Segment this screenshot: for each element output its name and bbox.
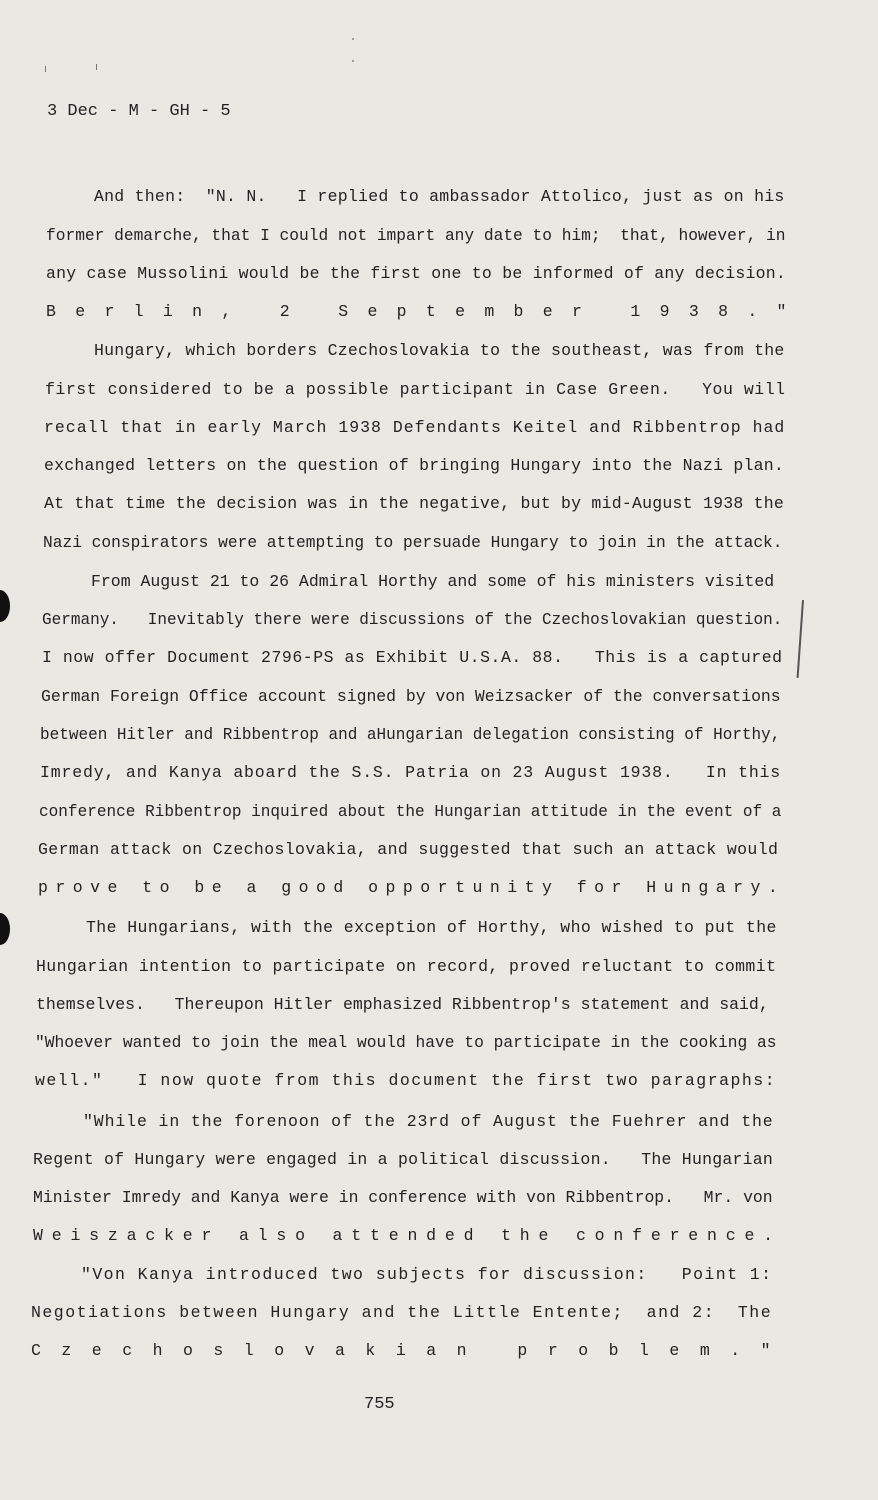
body-line: Imredy, and Kanya aboard the S.S. Patria on 23 August 1938. In this	[40, 763, 782, 782]
body-line: German attack on Czechoslovakia, and suggested that such an attack would	[38, 840, 779, 859]
body-line: The Hungarians, with the exception of Horthy, who wished to put the	[86, 918, 777, 937]
body-line: any case Mussolini would be the first one to be informed of any decision.	[46, 264, 787, 283]
body-line: former demarche, that I could not impart any date to him; that, however, in	[46, 226, 786, 245]
body-line: "Whoever wanted to join the meal would have to participate in the cooking as	[35, 1033, 777, 1052]
quoted-line: Minister Imredy and Kanya were in conference with von Ribbentrop. Mr. von	[33, 1188, 773, 1207]
quoted-line: Regent of Hungary were engaged in a political discussion. The Hungarian	[33, 1150, 774, 1169]
body-line: And then: "N. N. I replied to ambassador Attolico, just as on his	[94, 187, 785, 206]
stray-mark	[352, 60, 354, 62]
document-reference-header: 3 Dec - M - GH - 5	[47, 102, 231, 121]
body-line: themselves. Thereupon Hitler emphasized Ribbentrop's statement and said,	[36, 995, 769, 1014]
stray-mark	[352, 38, 354, 40]
margin-pencil-line	[797, 600, 804, 678]
body-line: conference Ribbentrop inquired about the Hungarian attitude in the event of a	[39, 802, 782, 821]
quoted-line: "While in the forenoon of the 23rd of August the Fuehrer and the	[83, 1112, 774, 1131]
body-line: From August 21 to 26 Admiral Horthy and some of his ministers visited	[91, 572, 775, 591]
body-line: recall that in early March 1938 Defendants Keitel and Ribbentrop had	[44, 418, 786, 437]
punch-hole	[0, 590, 10, 622]
quoted-line: Czechoslovakian problem."	[31, 1341, 792, 1360]
margin-tick	[96, 64, 97, 70]
body-line: Hungary, which borders Czechoslovakia to the southeast, was from the	[94, 341, 785, 360]
body-line: prove to be a good opportunity for Hungary.	[38, 878, 786, 897]
body-line: I now offer Document 2796-PS as Exhibit U.S.A. 88. This is a captured	[42, 648, 783, 667]
body-line: Germany. Inevitably there were discussions of the Czechoslovakian question.	[42, 610, 783, 629]
body-line: between Hitler and Ribbentrop and aHungarian delegation consisting of Horthy,	[40, 725, 781, 744]
punch-hole	[0, 913, 10, 945]
body-line: Nazi conspirators were attempting to persuade Hungary to join in the attack.	[43, 533, 783, 552]
margin-tick	[45, 66, 46, 72]
body-line: exchanged letters on the question of bringing Hungary into the Nazi plan.	[44, 456, 785, 475]
body-line: German Foreign Office account signed by von Weizsacker of the conversations	[41, 687, 781, 706]
body-line: At that time the decision was in the negative, but by mid-August 1938 the	[44, 494, 785, 513]
quoted-line: Weiszacker also attended the conference.	[33, 1226, 782, 1245]
body-line: well." I now quote from this document the first two paragraphs:	[35, 1071, 777, 1090]
quoted-line: "Von Kanya introduced two subjects for discussion: Point 1:	[81, 1265, 773, 1284]
body-line: Berlin, 2 September 1938."	[46, 302, 806, 321]
page-number: 755	[364, 1395, 395, 1414]
body-line: first considered to be a possible participant in Case Green. You will	[45, 380, 786, 399]
body-line: Hungarian intention to participate on record, proved reluctant to commit	[36, 957, 777, 976]
quoted-line: Negotiations between Hungary and the Little Entente; and 2: The	[31, 1303, 773, 1322]
